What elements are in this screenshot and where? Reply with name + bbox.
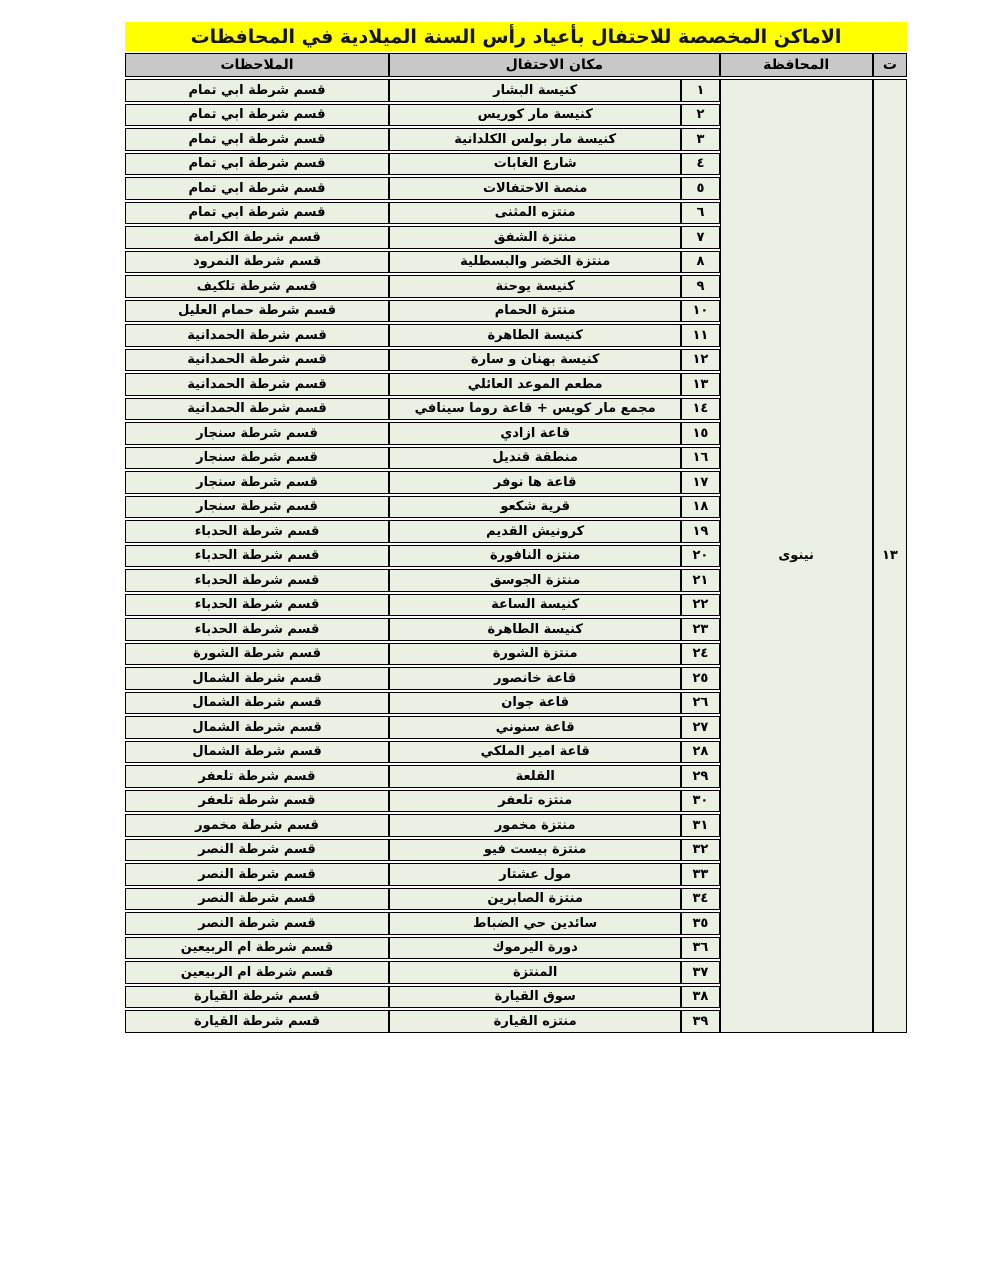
note-cell: قسم شرطة سنجار [125,471,389,494]
row-number-cell: ١٤ [681,398,719,421]
place-cell: مول عشتار [389,863,681,886]
note-cell: قسم شرطة ابي تمام [125,79,389,102]
place-cell: قاعة ها نوفر [389,471,681,494]
note-cell: قسم شرطة الحدباء [125,569,389,592]
celebration-places-table [125,51,907,1035]
row-number-cell: ٢٥ [681,667,719,690]
place-cell: المنتزة [389,961,681,984]
row-number-cell: ١٦ [681,447,719,470]
row-number-cell: ٣ [681,128,719,151]
note-cell: قسم شرطة ابي تمام [125,128,389,151]
note-cell: قسم شرطة الحمدانية [125,324,389,347]
row-number-cell: ٨ [681,251,719,274]
note-cell: قسم شرطة الشمال [125,716,389,739]
row-number-cell: ٢١ [681,569,719,592]
place-cell: منتزه تلعفر [389,790,681,813]
place-cell: كنيسة بهنان و سارة [389,349,681,372]
governorate-seq-cell: ١٣ [873,79,907,1033]
place-cell: كنيسة مار بولس الكلدانية [389,128,681,151]
note-cell: قسم شرطة تلكيف [125,275,389,298]
row-number-cell: ٣١ [681,814,719,837]
place-cell: قاعة امير الملكي [389,741,681,764]
place-cell: كنيسة الطاهرة [389,324,681,347]
place-cell: منتزة الحمام [389,300,681,323]
place-cell: مجمع مار كويس + قاعة روما سينافي [389,398,681,421]
row-number-cell: ٢٩ [681,765,719,788]
note-cell: قسم شرطة الحدباء [125,618,389,641]
row-number-cell: ٣٣ [681,863,719,886]
place-cell: منتزة الشفق [389,226,681,249]
row-number-cell: ٣٥ [681,912,719,935]
note-cell: قسم شرطة الكرامة [125,226,389,249]
document-title: الاماكن المخصصة للاحتفال بأعياد رأس السنة الميلادية في المحافظات [125,22,907,51]
note-cell: قسم شرطة الحمدانية [125,398,389,421]
header-notes: الملاحظات [125,53,389,77]
note-cell: قسم شرطة الشمال [125,741,389,764]
row-number-cell: ٣٢ [681,839,719,862]
place-cell: منتزه المثنى [389,202,681,225]
row-number-cell: ١٢ [681,349,719,372]
row-number-cell: ١٣ [681,373,719,396]
row-number-cell: ٩ [681,275,719,298]
header-seq: ت [873,53,907,77]
place-cell: منصة الاحتفالات [389,177,681,200]
note-cell: قسم شرطة سنجار [125,422,389,445]
note-cell: قسم شرطة القيارة [125,986,389,1009]
row-number-cell: ٦ [681,202,719,225]
place-cell: منتزة الخضر والبسطلية [389,251,681,274]
place-cell: منتزة الشورة [389,643,681,666]
row-number-cell: ٣٩ [681,1010,719,1033]
row-number-cell: ٣٠ [681,790,719,813]
place-cell: قاعة ازادي [389,422,681,445]
row-number-cell: ٣٨ [681,986,719,1009]
note-cell: قسم شرطة تلعفر [125,765,389,788]
row-number-cell: ١٨ [681,496,719,519]
note-cell: قسم شرطة سنجار [125,447,389,470]
place-cell: منتزه النافورة [389,545,681,568]
header-place: مكان الاحتفال [389,53,720,77]
note-cell: قسم شرطة ابي تمام [125,177,389,200]
note-cell: قسم شرطة الشمال [125,667,389,690]
place-cell: كنيسة البشار [389,79,681,102]
note-cell: قسم شرطة النصر [125,863,389,886]
row-number-cell: ٢ [681,104,719,127]
row-number-cell: ٢٧ [681,716,719,739]
place-cell: كنيسة يوحنة [389,275,681,298]
note-cell: قسم شرطة القيارة [125,1010,389,1033]
place-cell: منتزة الصابرين [389,888,681,911]
table-header [125,53,907,77]
row-number-cell: ٢٤ [681,643,719,666]
row-number-cell: ١١ [681,324,719,347]
place-cell: قرية شكعو [389,496,681,519]
row-number-cell: ١٧ [681,471,719,494]
note-cell: قسم شرطة سنجار [125,496,389,519]
row-number-cell: ٣٦ [681,937,719,960]
place-cell: منتزه القيارة [389,1010,681,1033]
place-cell: مطعم الموعد العائلي [389,373,681,396]
row-number-cell: ١٠ [681,300,719,323]
note-cell: قسم شرطة الحمدانية [125,349,389,372]
note-cell: قسم شرطة النصر [125,912,389,935]
table-body [125,79,907,1033]
place-cell: منتزة بيست فيو [389,839,681,862]
note-cell: قسم شرطة النمرود [125,251,389,274]
note-cell: قسم شرطة ام الربيعين [125,961,389,984]
place-cell: منتزة مخمور [389,814,681,837]
note-cell: قسم شرطة الحمدانية [125,373,389,396]
row-number-cell: ٢٦ [681,692,719,715]
place-cell: منتزة الجوسق [389,569,681,592]
row-number-cell: ٢٣ [681,618,719,641]
table-row [125,79,907,102]
note-cell: قسم شرطة حمام العليل [125,300,389,323]
place-cell: سوق القيارة [389,986,681,1009]
note-cell: قسم شرطة الحدباء [125,520,389,543]
row-number-cell: ١ [681,79,719,102]
note-cell: قسم شرطة ابي تمام [125,104,389,127]
note-cell: قسم شرطة مخمور [125,814,389,837]
note-cell: قسم شرطة ام الربيعين [125,937,389,960]
header-governorate: المحافظة [720,53,873,77]
note-cell: قسم شرطة ابي تمام [125,202,389,225]
row-number-cell: ٢٢ [681,594,719,617]
place-cell: منطقة قنديل [389,447,681,470]
note-cell: قسم شرطة الحدباء [125,545,389,568]
place-cell: قاعة خانصور [389,667,681,690]
note-cell: قسم شرطة ابي تمام [125,153,389,176]
row-number-cell: ٢٨ [681,741,719,764]
row-number-cell: ١٩ [681,520,719,543]
row-number-cell: ١٥ [681,422,719,445]
row-number-cell: ٣٤ [681,888,719,911]
place-cell: قاعة جوان [389,692,681,715]
row-number-cell: ٧ [681,226,719,249]
note-cell: قسم شرطة الشورة [125,643,389,666]
row-number-cell: ٤ [681,153,719,176]
place-cell: كنيسة مار كوريس [389,104,681,127]
place-cell: القلعة [389,765,681,788]
place-cell: كنيسة الطاهرة [389,618,681,641]
header-row [125,53,907,77]
note-cell: قسم شرطة الحدباء [125,594,389,617]
note-cell: قسم شرطة النصر [125,839,389,862]
place-cell: قاعة سنوني [389,716,681,739]
place-cell: دورة اليرموك [389,937,681,960]
note-cell: قسم شرطة النصر [125,888,389,911]
place-cell: كرونيش القديم [389,520,681,543]
note-cell: قسم شرطة الشمال [125,692,389,715]
note-cell: قسم شرطة تلعفر [125,790,389,813]
place-cell: سائدين حي الضباط [389,912,681,935]
row-number-cell: ٥ [681,177,719,200]
row-number-cell: ٣٧ [681,961,719,984]
governorate-name-cell: نينوى [720,79,873,1033]
place-cell: شارع الغابات [389,153,681,176]
row-number-cell: ٢٠ [681,545,719,568]
place-cell: كنيسة الساعة [389,594,681,617]
